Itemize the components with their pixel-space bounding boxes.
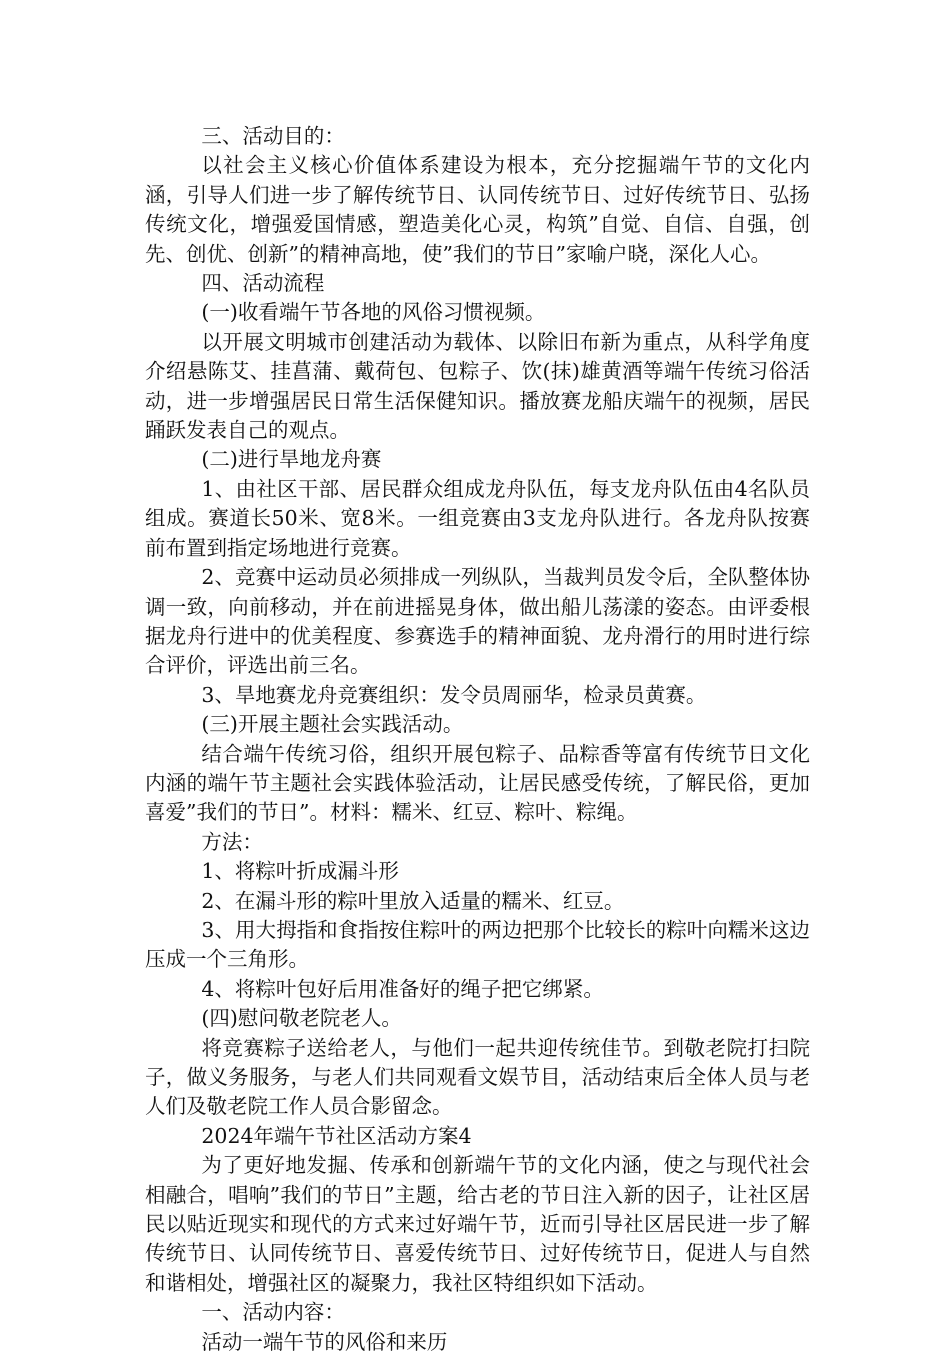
subsection-heading: (一)收看端午节各地的风俗习惯视频。 [201,300,546,325]
activity-title: 活动一端午节的风俗和来历 [201,1329,448,1354]
list-item: 2、在漏斗形的粽叶里放入适量的糯米、红豆。 [201,888,625,913]
section-heading-process: 四、活动流程 [201,271,325,296]
subsection-heading: (四)慰问敬老院老人。 [201,1006,402,1031]
list-item: 4、将粽叶包好后用准备好的绳子把它绑紧。 [201,976,604,1001]
section-heading-goals: 三、活动目的： [201,124,345,148]
list-item: 1、将粽叶折成漏斗形 [201,859,399,884]
method-label: 方法： [201,829,263,854]
section-heading-content: 一、活动内容： [201,1300,345,1325]
list-item: 1、由社区干部、居民群众组成龙舟队伍，每支龙舟队伍由4名队员组成。赛道长50米、宽8米。一组竞赛由3支龙舟队进行。各龙舟队按赛前布置到指定场地进行竞赛。 [145,476,810,560]
paragraph: 以社会主义核心价值体系建设为根本，充分挖掘端午节的文化内涵，引导人们进一步了解传统节日、认同传统节日、过好传统节日、弘扬传统文化，增强爱国情感，塑造美化心灵，构筑”自觉、自信、自强，创先、创优、创新”的精神高地，使”我们的节日”家喻户晓，深化人心。 [145,153,810,266]
document-title: 2024年端午节社区活动方案4 [201,1123,472,1148]
paragraph: 以开展文明城市创建活动为载体、以除旧布新为重点，从科学角度介绍悬陈艾、挂菖蒲、戴荷包、包粽子、饮(抹)雄黄酒等端午传统习俗活动，进一步增强居民日常生活保健知识。播放赛龙船庆端午的视频，居民踊跃发表自己的观点。 [145,329,810,443]
paragraph: 为了更好地发掘、传承和创新端午节的文化内涵，使之与现代社会相融合，唱响”我们的节日”主题，给古老的节日注入新的因子，让社区居民以贴近现实和现代的方式来过好端午节，近而引导社区居民进一步了解传统节日、认同传统节日、喜爱传统节日、过好传统节日，促进人与自然和谐相处，增强社区的凝聚力，我社区特组织如下活动。 [145,1153,810,1295]
paragraph: 结合端午传统习俗，组织开展包粽子、品粽香等富有传统节日文化内涵的端午节主题社会实践体验活动，让居民感受传统，了解民俗，更加喜爱”我们的节日”。材料：糯米、红豆、粽叶、粽绳。 [145,741,810,825]
list-item: 3、旱地赛龙舟竞赛组织：发令员周丽华，检录员黄赛。 [201,682,707,707]
list-item: 3、用大拇指和食指按住粽叶的两边把那个比较长的粽叶向糯米这边压成一个三角形。 [145,917,810,972]
subsection-heading: (二)进行旱地龙舟赛 [201,447,382,472]
list-item: 2、竞赛中运动员必须排成一列纵队，当裁判员发令后，全队整体协调一致，向前移动，并在前进摇晃身体，做出船儿荡漾的姿态。由评委根据龙舟行进中的优美程度、参赛选手的精神面貌、龙舟滑行的用时进行综合评价，评选出前三名。 [145,565,810,678]
subsection-heading: (三)开展主题社会实践活动。 [201,712,464,737]
paragraph: 将竞赛粽子送给老人，与他们一起共迎传统佳节。到敬老院打扫院子，做义务服务，与老人们共同观看文娱节目，活动结束后全体人员与老人们及敬老院工作人员合影留念。 [145,1035,810,1119]
document-body [145,122,810,1357]
